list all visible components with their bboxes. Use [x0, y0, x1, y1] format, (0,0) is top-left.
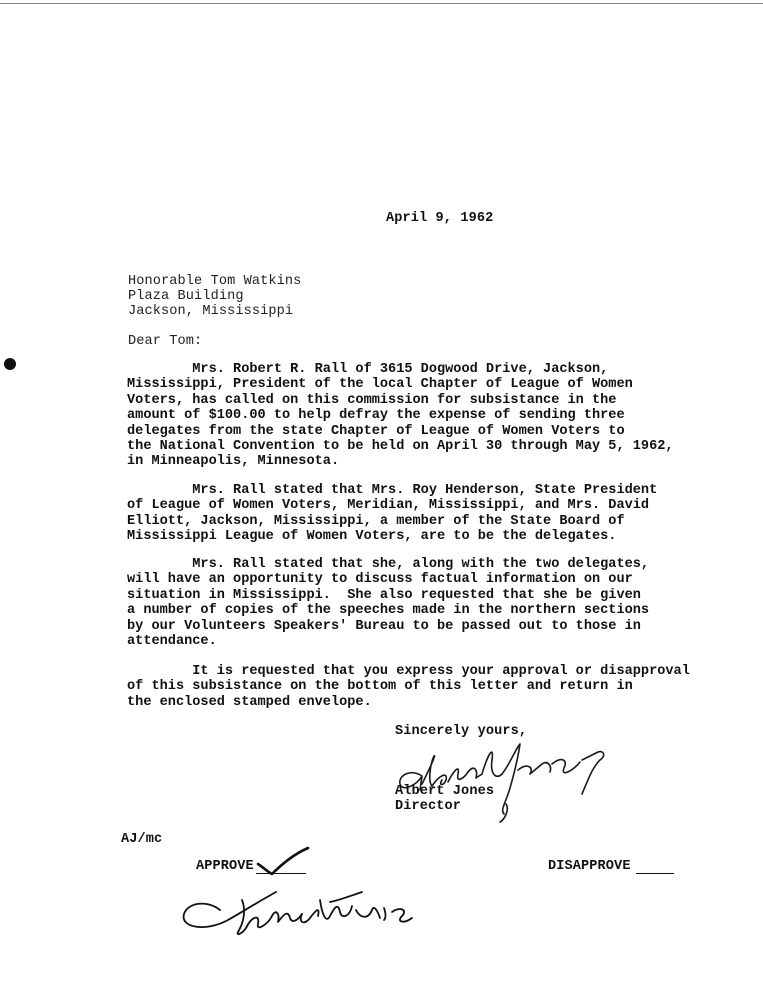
recipient-line-2: Plaza Building [128, 289, 244, 304]
paragraph-line: It is requested that you express your approval or disapproval [127, 664, 690, 679]
paragraph-line: attendance. [127, 634, 217, 650]
signer-title: Director [395, 799, 462, 814]
signer-name: Albert Jones [395, 784, 495, 799]
typist-initials: AJ/mc [121, 832, 163, 847]
paragraph-line: will have an opportunity to discuss factual information on our [127, 572, 633, 588]
recipient-line-3: Jackson, Mississippi [128, 304, 294, 319]
approval-checkmark [256, 846, 316, 878]
paragraph-line: Voters, has called on this commission for subsistance in the [127, 392, 617, 408]
paragraph-line: Mrs. Rall stated that Mrs. Roy Henderson, State President [127, 483, 658, 498]
paragraph-3 [127, 557, 727, 649]
paragraph-line: delegates from the state Chapter of League of Women Voters to [127, 423, 625, 439]
paragraph-line: Elliott, Jackson, Mississippi, a member of the State Board of [127, 513, 625, 529]
tom-watkins-signature [180, 880, 415, 940]
paragraph-line: by our Volunteers Speakers' Bureau to be passed out to those in [127, 618, 641, 634]
disapprove-label: DISAPPROVE [548, 859, 631, 874]
paragraph-line: amount of $100.00 to help defray the expense of sending three [127, 408, 625, 424]
closing: Sincerely yours, [395, 724, 528, 739]
paragraph-line: Mississippi League of Women Voters, are to be the delegates. [127, 529, 617, 545]
paragraph-1 [127, 362, 727, 470]
salutation: Dear Tom: [128, 334, 203, 349]
paragraph-2 [127, 483, 727, 545]
disapprove-line [636, 873, 674, 874]
recipient-line-1: Honorable Tom Watkins [128, 274, 302, 289]
approve-label: APPROVE [196, 859, 254, 874]
paragraph-line: in Minneapolis, Minnesota. [127, 454, 340, 470]
paragraph-line: the enclosed stamped envelope. [127, 694, 372, 710]
paragraph-line: of this subsistance on the bottom of this letter and return in [127, 679, 633, 695]
paragraph-line: the National Convention to be held on April 30 through May 5, 1962, [127, 439, 674, 455]
paragraph-line: Mrs. Rall stated that she, along with the two delegates, [127, 557, 650, 572]
letter-date: April 9, 1962 [386, 211, 494, 226]
paragraph-4 [127, 664, 727, 710]
paragraph-line: Mrs. Robert R. Rall of 3615 Dogwood Drive, Jackson, [127, 362, 609, 377]
paragraph-line: a number of copies of the speeches made in the northern sections [127, 603, 650, 619]
paragraph-line: Mississippi, President of the local Chapter of League of Women [127, 377, 633, 393]
paragraph-line: of League of Women Voters, Meridian, Mississippi, and Mrs. David [127, 498, 650, 514]
page-top-edge [0, 3, 763, 4]
ink-blot [4, 358, 16, 370]
paragraph-line: situation in Mississippi. She also requested that she be given [127, 587, 641, 603]
